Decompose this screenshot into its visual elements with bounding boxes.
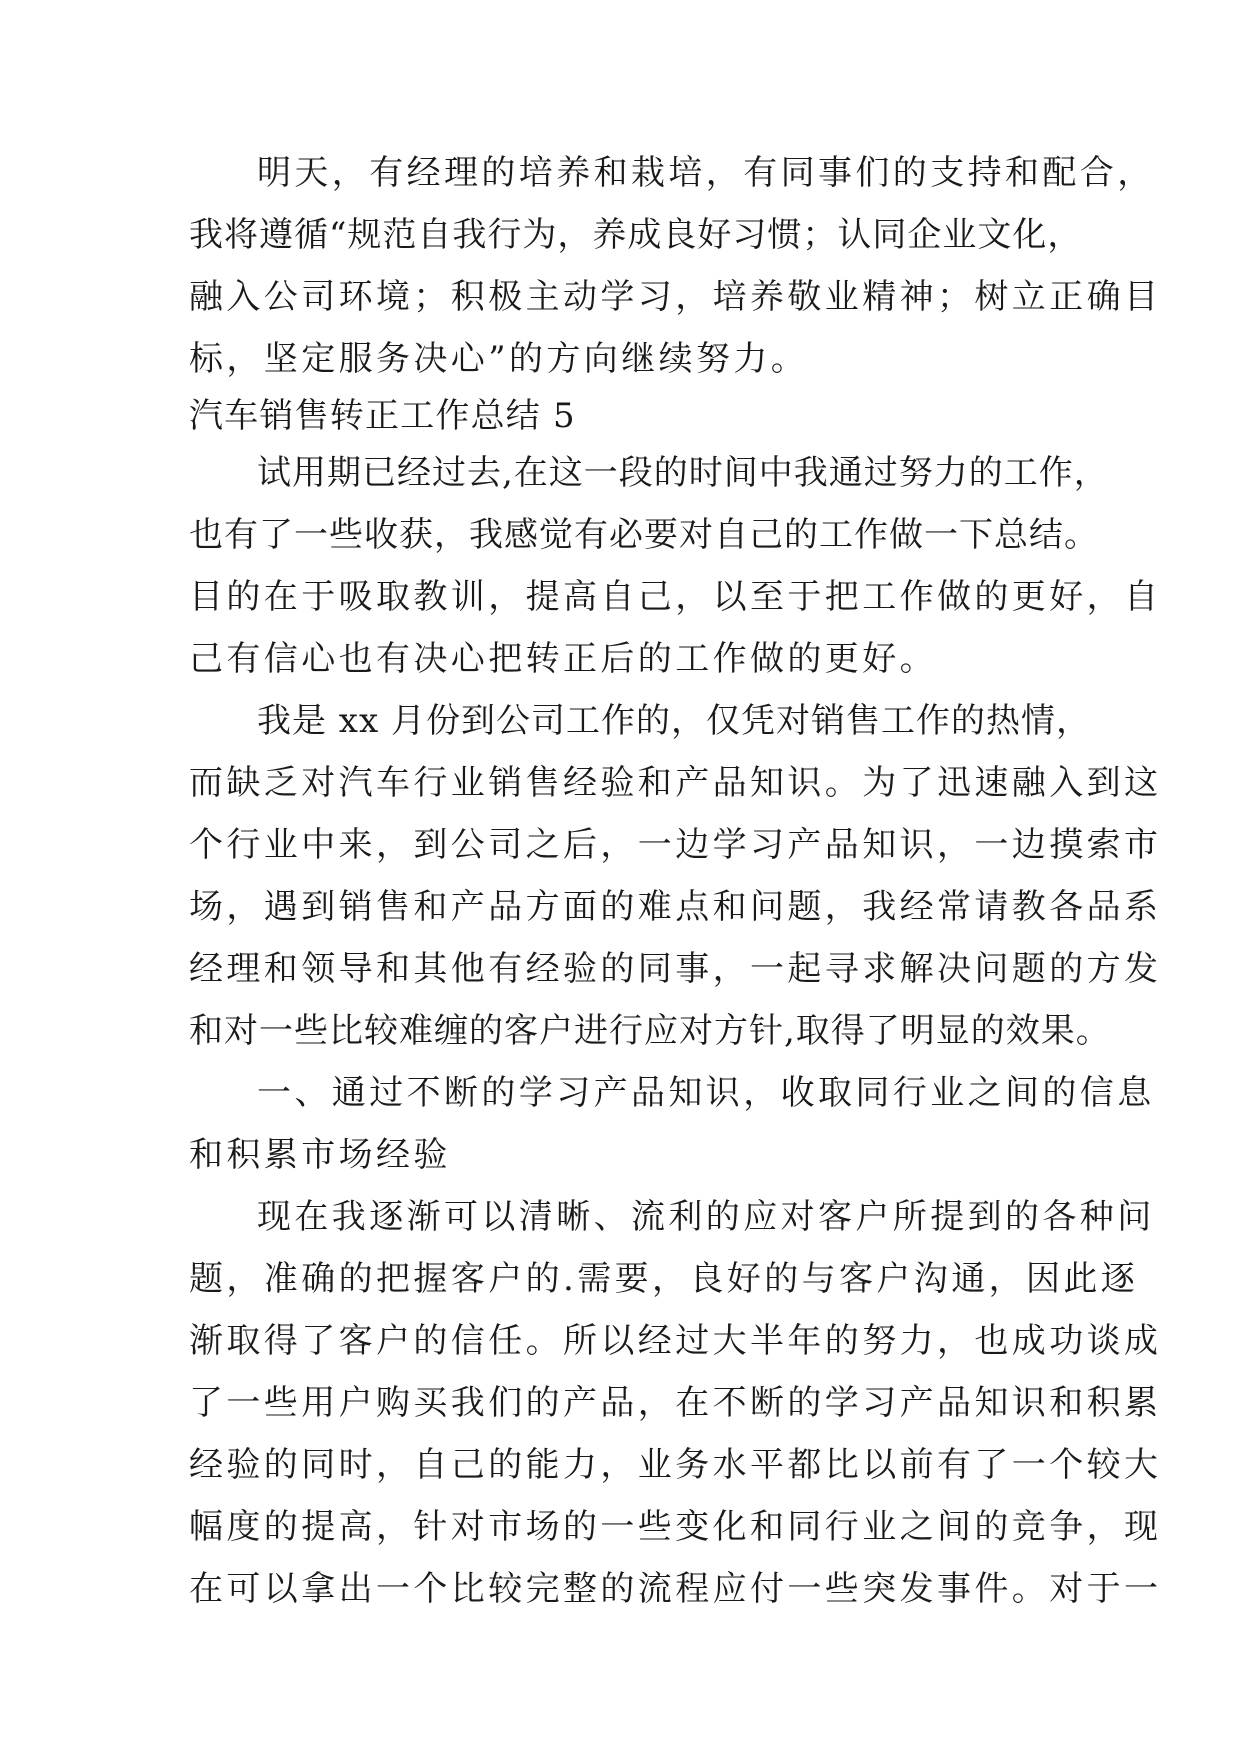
- text-line: 融入公司环境；积极主动学习，培养敬业精神；树立正确目: [189, 277, 1162, 317]
- text-line: 经理和领导和其他有经验的同事，一起寻求解决问题的方发: [189, 949, 1162, 989]
- text-line: 明天，有经理的培养和栽培，有同事们的支持和配合，: [257, 153, 1155, 193]
- text-line: 试用期已经过去,在这一段的时间中我通过努力的工作，: [257, 453, 1109, 493]
- text-line: 和积累市场经验: [189, 1135, 451, 1175]
- text-line: 我是 xx 月份到公司工作的，仅凭对销售工作的热情，: [257, 701, 1091, 741]
- text-line: 而缺乏对汽车行业销售经验和产品知识。为了迅速融入到这: [189, 763, 1162, 803]
- text-line: 场，遇到销售和产品方面的难点和问题，我经常请教各品系: [189, 887, 1162, 927]
- text-line: 经验的同时，自己的能力，业务水平都比以前有了一个较大: [189, 1445, 1162, 1485]
- text-line: 在可以拿出一个比较完整的流程应付一些突发事件。对于一: [189, 1569, 1162, 1609]
- text-line: 己有信心也有决心把转正后的工作做的更好。: [189, 639, 937, 679]
- text-line: 了一些用户购买我们的产品，在不断的学习产品知识和积累: [189, 1383, 1162, 1423]
- text-line: 目的在于吸取教训，提高自己，以至于把工作做的更好，自: [189, 577, 1162, 617]
- text-line: 一、通过不断的学习产品知识，收取同行业之间的信息: [257, 1073, 1155, 1113]
- text-line: 现在我逐渐可以清晰、流利的应对客户所提到的各种问: [257, 1197, 1155, 1237]
- text-line: 标，坚定服务决心”的方向继续努力。: [189, 339, 809, 379]
- text-line: 我将遵循“规范自我行为，养成良好习惯；认同企业文化，: [189, 215, 1083, 255]
- text-line: 幅度的提高，针对市场的一些变化和同行业之间的竞争，现: [189, 1507, 1162, 1547]
- text-line: 和对一些比较难缠的客户进行应对方针,取得了明显的效果。: [189, 1011, 1111, 1051]
- section-heading: 汽车销售转正工作总结 5: [189, 396, 576, 436]
- text-line: 渐取得了客户的信任。所以经过大半年的努力，也成功谈成: [189, 1321, 1162, 1361]
- text-line: 题，准确的把握客户的.需要，良好的与客户沟通，因此逐: [189, 1259, 1139, 1299]
- text-line: 个行业中来，到公司之后，一边学习产品知识，一边摸索市: [189, 825, 1162, 865]
- text-line: 也有了一些收获，我感觉有必要对自己的工作做一下总结。: [189, 515, 1099, 555]
